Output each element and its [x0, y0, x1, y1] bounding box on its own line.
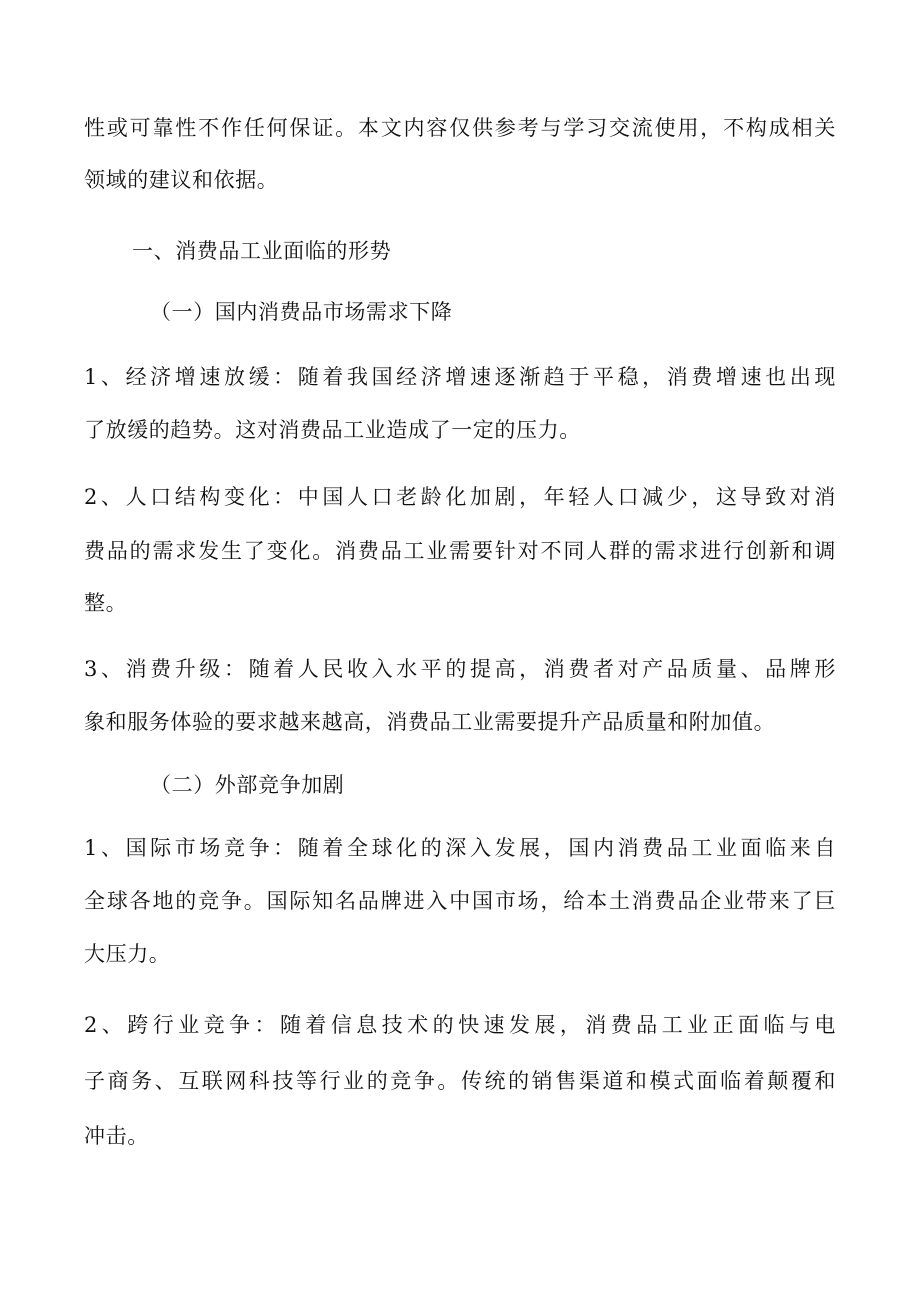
intro-line-1: 性或可靠性不作任何保证。本文内容仅供参考与学习交流使用，不构成相关	[84, 116, 836, 140]
paragraph-2-line-1: 2、人口结构变化：中国人口老龄化加剧，年轻人口减少，这导致对消	[84, 485, 836, 509]
paragraph-2-line-3: 整。	[84, 591, 128, 615]
paragraph-3-line-1: 3、消费升级：随着人民收入水平的提高，消费者对产品质量、品牌形	[84, 657, 836, 681]
paragraph-4-line-3: 大压力。	[84, 942, 171, 966]
paragraph-4-line-1: 1、国际市场竞争：随着全球化的深入发展，国内消费品工业面临来自	[84, 836, 836, 860]
paragraph-2-line-2: 费品的需求发生了变化。消费品工业需要针对不同人群的需求进行创新和调	[84, 539, 836, 563]
paragraph-1-line-2: 了放缓的趋势。这对消费品工业造成了一定的压力。	[84, 418, 581, 442]
paragraph-4-line-2: 全球各地的竞争。国际知名品牌进入中国市场，给本土消费品企业带来了巨	[84, 889, 836, 913]
section-heading: 一、消费品工业面临的形势	[132, 239, 392, 263]
paragraph-3-line-2: 象和服务体验的要求越来越高，消费品工业需要提升产品质量和附加值。	[84, 710, 776, 734]
paragraph-5-line-2: 子商务、互联网科技等行业的竞争。传统的销售渠道和模式面临着颠覆和	[84, 1069, 836, 1093]
paragraph-1-line-1: 1、经济增速放缓：随着我国经济增速逐渐趋于平稳，消费增速也出现	[84, 365, 836, 389]
intro-line-2: 领域的建议和依据。	[84, 168, 279, 192]
subsection-heading-2: （二）外部竞争加剧	[150, 773, 345, 797]
paragraph-5-line-3: 冲击。	[84, 1124, 149, 1148]
paragraph-5-line-1: 2、跨行业竞争：随着信息技术的快速发展，消费品工业正面临与电	[84, 1013, 836, 1037]
subsection-heading-1: （一）国内消费品市场需求下降	[150, 300, 453, 324]
